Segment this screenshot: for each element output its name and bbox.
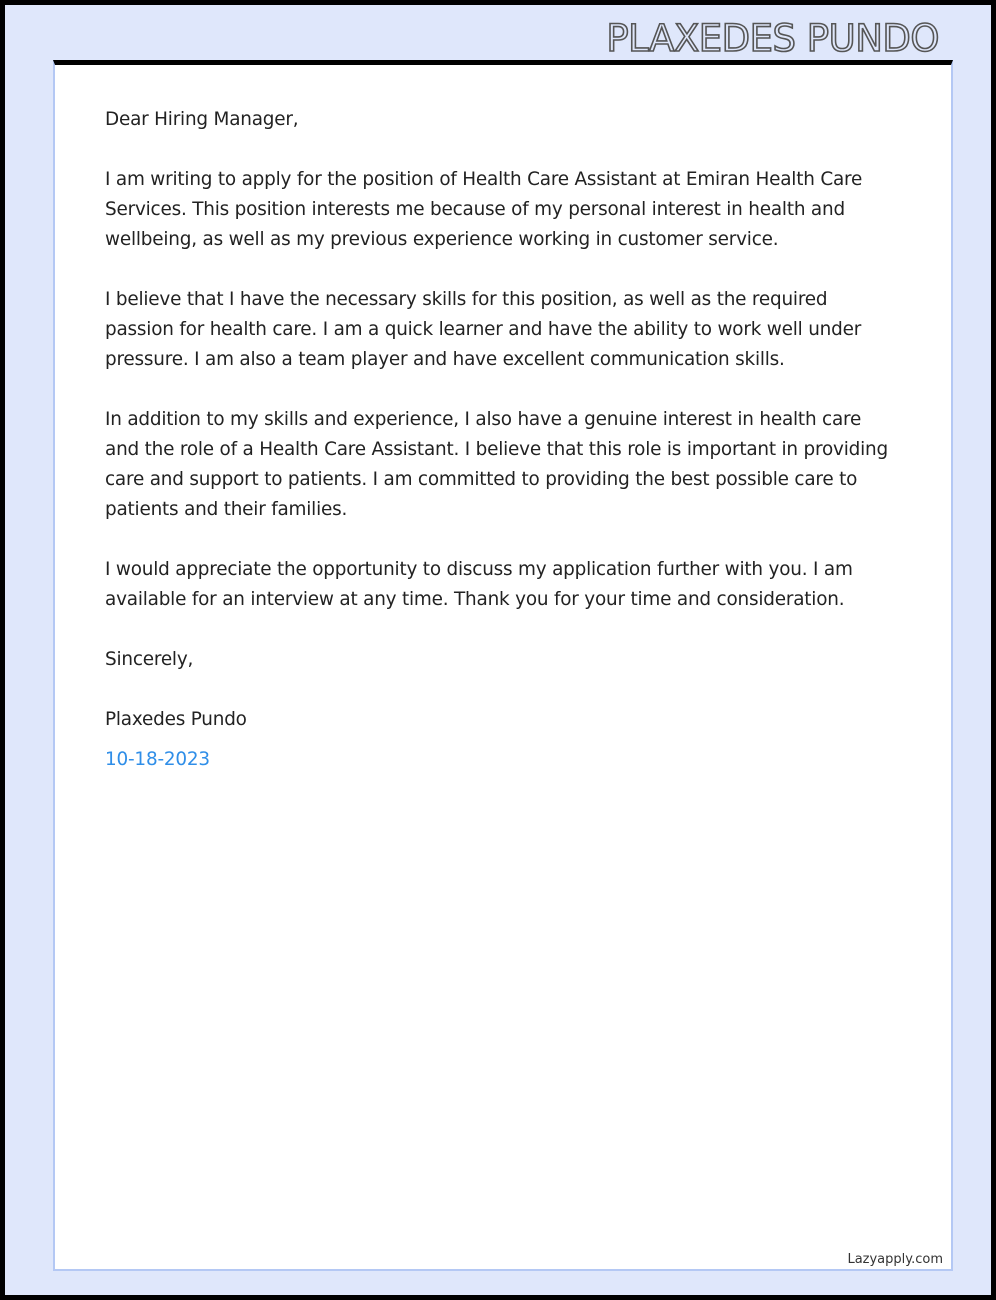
- letter-page: [53, 60, 953, 1271]
- signature: Plaxedes Pundo: [105, 709, 247, 730]
- paragraph-3: In addition to my skills and experience, I also have a genuine interest in health care and the role of a Health Care Assistant. I believe that this role is important in providing care and support to patients. I am committed to providing the best possible care to patients and their families.: [105, 409, 888, 520]
- closing: Sincerely,: [105, 649, 194, 670]
- greeting: Dear Hiring Manager,: [105, 109, 299, 130]
- paragraph-2: I believe that I have the necessary skills for this position, as well as the required passion for health care. I am a quick learner and have the ability to work well under pressure. I am also a team player and have excellent communication skills.: [105, 289, 862, 370]
- letter-date: 10-18-2023: [105, 749, 210, 770]
- letter-body: [105, 105, 900, 775]
- paragraph-1: I am writing to apply for the position of Health Care Assistant at Emiran Health Care Services. This position interests me because of my personal interest in health and wellbeing, as well as my previous experience working in customer service.: [105, 169, 863, 250]
- paragraph-4: I would appreciate the opportunity to discuss my application further with you. I am available for an interview at any time. Thank you for your time and consideration.: [105, 559, 853, 610]
- document-frame: [5, 5, 991, 1295]
- footer-watermark: Lazyapply.com: [847, 1252, 943, 1267]
- applicant-name-header: PLAXEDES PUNDO: [606, 17, 939, 60]
